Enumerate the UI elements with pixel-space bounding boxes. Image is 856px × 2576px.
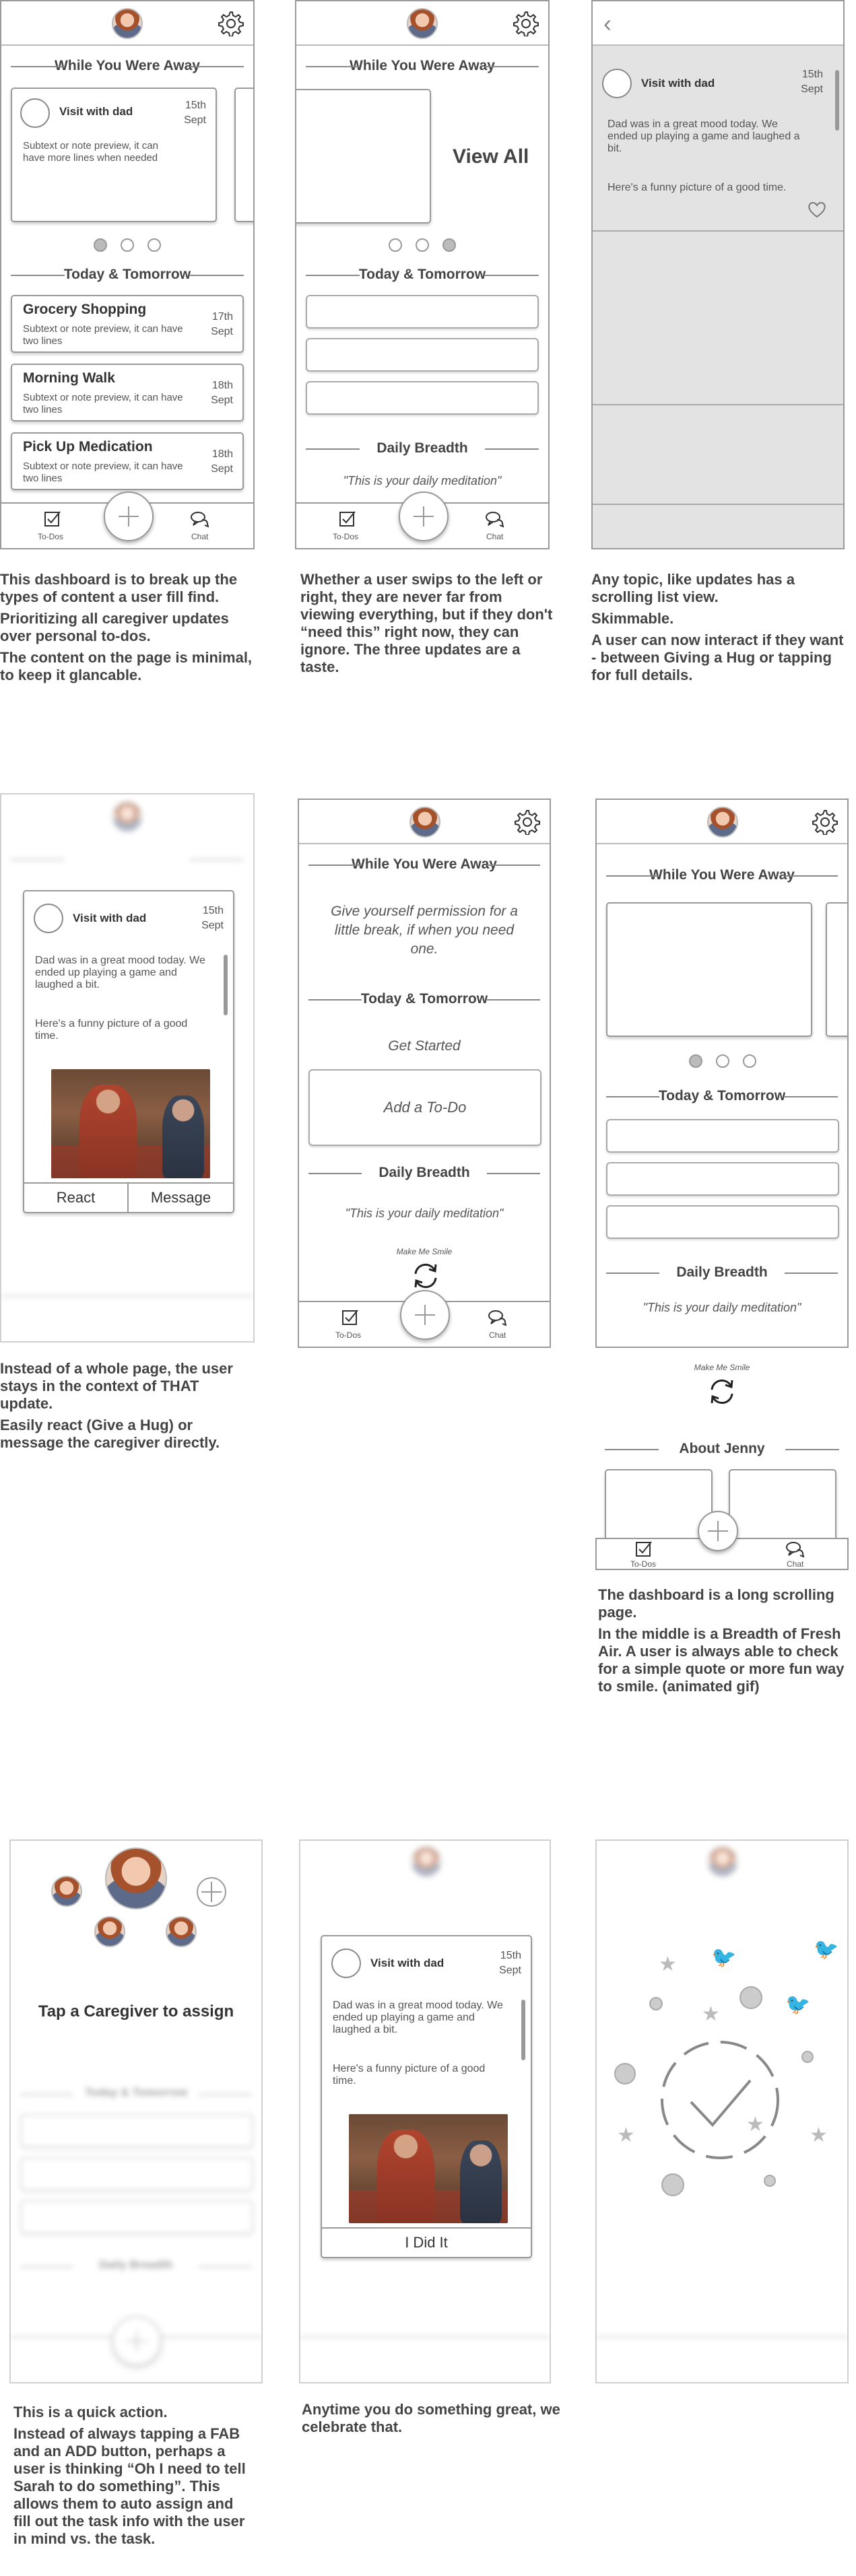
screen-empty-state: [298, 799, 551, 1348]
update-title: Visit with dad: [73, 912, 147, 924]
task-detail-card: [321, 1935, 532, 2258]
star-icon: ★: [746, 2113, 764, 2136]
user-avatar[interactable]: [409, 807, 440, 838]
bottom-nav: [597, 2336, 847, 2382]
daily-breadth-title: Daily Breadth: [606, 1264, 838, 1282]
while-away-title: While You Were Away: [306, 58, 539, 75]
top-bar: [296, 1, 548, 46]
update-body: Dad was in a great mood today. We ended up playing a game and laughed a bit.: [333, 2000, 503, 2035]
carousel-dot[interactable]: [94, 238, 107, 252]
carousel-dot[interactable]: [416, 238, 429, 252]
caption-3: Any topic, like updates has a scrolling list view. Skimmable. A user can now interact if they want - between Giving a Hug or tapping for full details.: [591, 571, 844, 683]
carousel-dot[interactable]: [389, 238, 402, 252]
confetti-dot: [801, 2051, 814, 2063]
avatar-placeholder: [34, 904, 63, 933]
update-detail-card: [23, 890, 234, 1213]
about-card[interactable]: [729, 1469, 836, 1543]
update-photo[interactable]: [51, 1069, 210, 1178]
star-icon: ★: [702, 2003, 720, 2025]
avatar-placeholder: [602, 69, 632, 98]
permission-text: Give yourself permission for a little break, if when you need one.: [331, 904, 518, 957]
top-bar: [597, 800, 847, 844]
todo-placeholder[interactable]: [306, 338, 539, 372]
screen-celebration: [595, 1839, 849, 2383]
todo-sub: Subtext or note preview, it can have two lines: [23, 323, 183, 347]
chat-icon[interactable]: [785, 1540, 804, 1558]
confetti-dot: [614, 2063, 636, 2084]
add-todo-button[interactable]: [308, 1069, 541, 1146]
todo-month: Sept: [211, 326, 233, 337]
todo-item[interactable]: [11, 432, 244, 490]
assign-prompt: Tap a Caregiver to assign: [38, 2002, 234, 2021]
update-preview: Subtext or note preview, it can have more lines when needed: [23, 140, 158, 164]
screen-view-all: [295, 0, 550, 549]
confetti-dot: [764, 2175, 776, 2187]
update-date-month: Sept: [201, 920, 224, 931]
update-title: Visit with dad: [370, 1957, 445, 1969]
caption-8: Anytime you do something great, we celebrate that.: [302, 2401, 560, 2435]
bird-icon: 🐦: [814, 1938, 839, 1961]
scrollbar[interactable]: [835, 70, 839, 131]
screen-dashboard: [0, 0, 255, 549]
todo-icon[interactable]: [341, 1309, 360, 1326]
while-away-title: While You Were Away: [11, 58, 244, 75]
update-date-day: 15th: [500, 1950, 521, 1961]
main-caregiver-avatar[interactable]: [105, 1848, 167, 1909]
today-tomorrow-title: Today & Tomorrow: [11, 267, 244, 284]
daily-breadth-title: Daily Breadth: [308, 1165, 540, 1182]
gear-icon[interactable]: [512, 9, 539, 36]
screen-long-scroll-continued: [595, 1348, 849, 1570]
carousel-dot[interactable]: [147, 238, 161, 252]
star-icon: ★: [659, 1953, 677, 1975]
todo-placeholder[interactable]: [306, 295, 539, 329]
update-date-day: 15th: [801, 69, 823, 80]
message-button[interactable]: Message: [129, 1182, 233, 1212]
update-list-item[interactable]: [593, 407, 843, 505]
bird-icon: 🐦: [785, 1994, 811, 2016]
update-date-month: Sept: [184, 114, 206, 126]
nav-todos-label[interactable]: To-Dos: [333, 532, 359, 541]
back-icon[interactable]: ‹: [603, 9, 612, 37]
todo-day: 18th: [211, 380, 233, 391]
todo-sub: Subtext or note preview, it can have two lines: [23, 461, 183, 484]
todo-placeholder: [20, 2200, 253, 2234]
i-did-it-button[interactable]: I Did It: [322, 2227, 531, 2257]
carousel-dot[interactable]: [689, 1054, 702, 1068]
about-jenny-title: About Jenny: [605, 1441, 839, 1458]
chat-icon[interactable]: [485, 510, 504, 528]
make-me-smile-label: Make Me Smile: [396, 1247, 453, 1256]
gear-icon[interactable]: [811, 808, 838, 835]
scrollbar[interactable]: [224, 955, 228, 1015]
caregiver-avatar[interactable]: [51, 1876, 82, 1907]
refresh-icon[interactable]: [409, 1259, 442, 1293]
today-tomorrow-title: Today & Tomorrow: [308, 991, 540, 1009]
add-fab-button[interactable]: [104, 492, 154, 541]
background-blurred: [11, 1841, 261, 2382]
screen-update-detail: [0, 793, 255, 1343]
update-body2: Here's a funny picture of a good time.: [35, 1018, 188, 1042]
update-list-item[interactable]: [593, 233, 843, 405]
update-date-day: 15th: [202, 905, 224, 916]
celebration-check-icon: [656, 2036, 784, 2164]
refresh-icon[interactable]: [705, 1375, 739, 1409]
gear-icon[interactable]: [217, 9, 244, 36]
nav-chat-label[interactable]: Chat: [489, 1330, 506, 1340]
nav-chat-label[interactable]: Chat: [787, 1559, 804, 1569]
star-icon: ★: [617, 2124, 635, 2146]
confetti-dot: [649, 1997, 663, 2010]
todo-icon[interactable]: [338, 510, 357, 528]
daily-meditation: "This is your daily meditation": [345, 1207, 504, 1220]
update-title: Visit with dad: [641, 77, 715, 90]
add-caregiver-button[interactable]: [197, 1877, 226, 1907]
update-title: Visit with dad: [59, 105, 133, 118]
update-card-prev[interactable]: [295, 89, 431, 224]
bottom-nav: [300, 2336, 550, 2382]
avatar-placeholder: [331, 1948, 361, 1978]
update-body2: Here's a funny picture of a good time.: [607, 182, 787, 193]
add-fab-button[interactable]: [399, 492, 449, 541]
update-date-month: Sept: [801, 83, 823, 95]
todo-item[interactable]: [11, 295, 244, 353]
todo-day: 17th: [211, 311, 233, 323]
update-card-next[interactable]: [826, 902, 849, 1037]
caregiver-avatar[interactable]: [166, 1916, 197, 1947]
user-avatar: [112, 801, 143, 832]
update-date-month: Sept: [499, 1965, 521, 1976]
scrollbar[interactable]: [521, 2000, 525, 2060]
while-away-title: While You Were Away: [308, 856, 540, 874]
caption-4: Instead of a whole page, the user stays in the context of THAT update. Easily react (Give a Hug) or message the caregiver directly.: [0, 1360, 233, 1451]
daily-meditation: "This is your daily meditation": [343, 474, 502, 487]
user-avatar[interactable]: [407, 8, 438, 39]
add-fab-button[interactable]: [400, 1290, 450, 1340]
while-away-title: [11, 851, 244, 869]
confetti-dot: [739, 1986, 762, 2009]
top-bar: [299, 800, 550, 844]
user-avatar[interactable]: [707, 807, 738, 838]
todo-placeholder[interactable]: [606, 1162, 839, 1196]
nav-todos-label[interactable]: To-Dos: [335, 1330, 362, 1340]
todo-placeholder[interactable]: [606, 1205, 839, 1239]
today-tomorrow-title: Today & Tomorrow: [20, 2086, 252, 2103]
update-body: Dad was in a great mood today. We ended up playing a game and laughed a bit.: [35, 955, 205, 990]
todo-item[interactable]: [11, 364, 244, 421]
todo-icon[interactable]: [634, 1540, 653, 1558]
avatar-placeholder: [20, 98, 50, 128]
user-avatar: [411, 1846, 442, 1877]
get-started-text: Get Started: [388, 1038, 461, 1054]
carousel-dot[interactable]: [743, 1054, 756, 1068]
view-all-link[interactable]: View All: [453, 145, 529, 168]
caption-7: This is a quick action. Instead of always tapping a FAB and an ADD button, perhaps a user is thinking “Oh I need to tell Sarah to do something”. This allows them to auto assign and fill out the task info with the user in mind vs. the task.: [13, 2404, 246, 2547]
screen-long-scroll: [595, 799, 849, 1348]
while-away-title: While You Were Away: [606, 867, 838, 885]
todo-icon[interactable]: [43, 510, 62, 528]
update-card[interactable]: [11, 88, 217, 222]
nav-todos-label[interactable]: To-Dos: [630, 1559, 657, 1569]
list-header: [593, 1, 843, 46]
caption-2: Whether a user swips to the left or right, they are never far from viewing everything, but if they don't “need this” right now, they can ignore. The three updates are a taste.: [300, 571, 553, 675]
update-body: Dad was in a great mood today. We ended up playing a game and laughed a bit.: [607, 118, 800, 154]
user-avatar: [707, 1846, 738, 1877]
user-avatar[interactable]: [112, 8, 143, 39]
caregiver-avatar[interactable]: [94, 1916, 125, 1947]
bird-icon: 🐦: [711, 1946, 737, 1969]
today-tomorrow-title: Today & Tomorrow: [306, 267, 539, 284]
screen-update-list: [591, 0, 845, 549]
carousel-dot[interactable]: [716, 1054, 729, 1068]
carousel-dot[interactable]: [442, 238, 456, 252]
todo-month: Sept: [211, 463, 233, 475]
update-card[interactable]: [606, 902, 812, 1037]
bottom-nav: [1, 1295, 253, 1341]
update-card-next[interactable]: [234, 88, 255, 222]
make-me-smile-label: Make Me Smile: [694, 1363, 750, 1372]
daily-breadth-title: Daily Breadth: [20, 2258, 252, 2276]
caption-6: The dashboard is a long scrolling page. In the middle is a Breadth of Fresh Air. A user is always able to check for a simple quote or more fun way to smile. (animated gif): [598, 1586, 845, 1695]
todo-placeholder: [20, 2114, 253, 2148]
daily-meditation: "This is your daily meditation": [643, 1301, 801, 1314]
todo-title: Pick Up Medication: [23, 439, 153, 454]
todo-title: Morning Walk: [23, 370, 115, 386]
today-tomorrow-title: Today & Tomorrow: [606, 1088, 838, 1106]
carousel-dot[interactable]: [121, 238, 134, 252]
nav-chat-label[interactable]: Chat: [486, 532, 504, 541]
confetti-dot: [661, 2173, 684, 2196]
todo-placeholder[interactable]: [306, 381, 539, 415]
gear-icon[interactable]: [513, 808, 540, 835]
nav-chat-label[interactable]: Chat: [191, 532, 209, 541]
chat-icon[interactable]: [190, 510, 209, 528]
todo-month: Sept: [211, 395, 233, 406]
screen-assign-caregiver: [9, 1839, 263, 2383]
caption-1: This dashboard is to break up the types of content a user fill find. Prioritizing all caregiver updates over personal to-dos. The content on the page is minimal, to keep it glancable.: [0, 571, 253, 683]
add-todo-label: Add a To-Do: [383, 1099, 467, 1116]
todo-day: 18th: [211, 448, 233, 460]
task-photo[interactable]: [349, 2114, 508, 2223]
nav-todos-label[interactable]: To-Dos: [38, 532, 64, 541]
update-date-day: 15th: [185, 100, 206, 111]
todo-placeholder: [20, 2157, 253, 2191]
add-fab-button: [112, 2316, 162, 2366]
daily-breadth-title: Daily Breadth: [306, 440, 539, 458]
screen-task-detail: [299, 1839, 551, 2383]
chat-icon[interactable]: [488, 1309, 506, 1326]
todo-placeholder[interactable]: [606, 1119, 839, 1153]
todo-title: Grocery Shopping: [23, 302, 147, 317]
update-body2: Here's a funny picture of a good time.: [333, 2063, 486, 2087]
top-bar: [1, 1, 253, 46]
react-button[interactable]: React: [24, 1182, 129, 1212]
heart-icon[interactable]: [807, 201, 827, 218]
add-fab-button[interactable]: [698, 1511, 738, 1551]
todo-sub: Subtext or note preview, it can have two lines: [23, 392, 183, 415]
about-card[interactable]: [605, 1469, 713, 1543]
update-list-item[interactable]: [593, 55, 843, 232]
star-icon: ★: [810, 2124, 828, 2146]
